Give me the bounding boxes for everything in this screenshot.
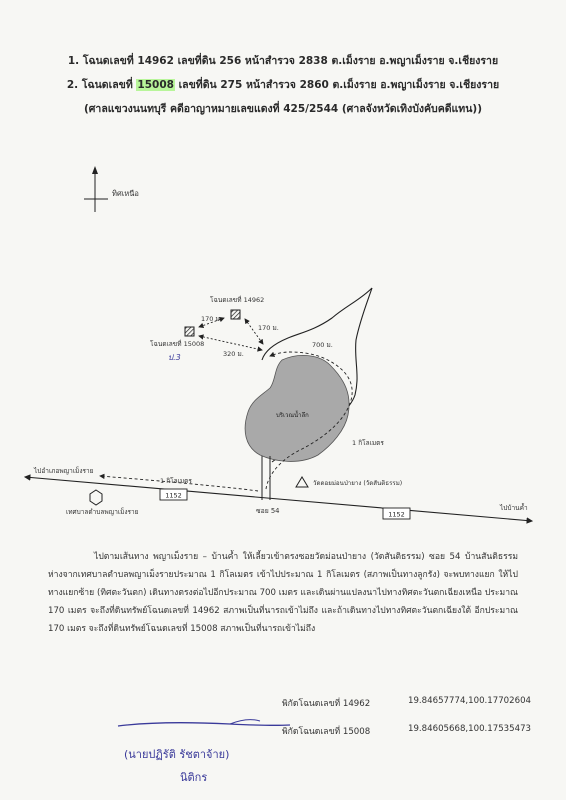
route-description: ไปตามเส้นทาง พญาเม็งราย – บ้านค้ำ ให้เลี้ยวเข้าตรงซอยวัดม่อนป่ายาง (วัดสันติธรรม) ซอย 54 บ้านสันติธรรม ห่างจากเทศบาลตำบลพญาเม็งรายประมาณ 1 กิโลเมตร เข้าไปประมาณ 1 กิโลเมตร (สภาพเป็นทางลูกรัง) จะพบทางแยก ให้ไปทางแยกซ้าย (ทิศตะวันตก) เดินทางตรงต่อไปอีกประมาณ 700 เมตร และเดินผ่านแปลงนาไปทางทิศตะวันตกเฉียงเหนือ ประมาณ 170 เมตร จะถึงที่ดินทรัพย์โฉนดเลขที่ 14962 สภาพเป็นที่นารถเข้าไม่ถึง และถ้าเดินทางไปทางทิศตะวันตกเฉียงใต้ อีกประมาณ 170 เมตร จะถึงที่ดินทรัพย์โฉนดเลขที่ 15008 สภาพเป็นที่นารถเข้าไม่ถึง: [48, 552, 518, 634]
road-right-label: ไปบ้านค้ำ: [500, 504, 528, 512]
temple-label: วัดดอยม่อนป่ายาง (วัดสันติธรรม): [313, 480, 403, 487]
parcel-15008-marker: [185, 327, 194, 336]
coord-value-14962: 19.84657774,100.17702604: [408, 696, 532, 706]
signer-role: นิติกร: [180, 771, 208, 784]
dist-arrow-320: [199, 336, 262, 350]
municipality-office-icon: [90, 490, 102, 505]
soi-label: ซอย 54: [256, 507, 280, 515]
coord-label-15008: พิกัดโฉนดเลขที่ 15008: [282, 727, 371, 737]
deed-2-suffix: เลขที่ดิน 275 หน้าสำรวจ 2860 ต.เม็งราย อ.พญาเม็งราย จ.เชียงราย: [174, 79, 500, 91]
north-label: ทิศเหนือ: [112, 189, 139, 198]
dist-1km-left-label: 1 กิโลเมตร: [160, 477, 192, 485]
municipality-office-label: เทศบาลตำบลพญาเม็งราย: [66, 508, 139, 516]
north-arrow-icon: [84, 166, 108, 212]
dist-1km-right-label: 1 กิโลเมตร: [352, 439, 384, 447]
deed-2-number-highlight: 15008: [137, 79, 174, 91]
temple-icon: [296, 477, 308, 487]
deed-1-text: 1. โฉนดเลขที่ 14962 เลขที่ดิน 256 หน้าสำรวจ 2838 ต.เม็งราย อ.พญาเม็งราย จ.เชียงราย: [67, 55, 499, 67]
parcel-14962-marker: [231, 310, 240, 319]
dist-170-b-label: 170 ม.: [258, 324, 279, 332]
parcel-15008-mark: ป.3: [168, 353, 181, 362]
road-number-1: 1152: [165, 491, 182, 500]
deep-water-area: [245, 355, 349, 461]
deed-2-prefix: 2. โฉนดเลขที่: [66, 79, 137, 91]
parcel-14962-label: โฉนดเลขที่ 14962: [210, 296, 265, 304]
dist-320-label: 320 ม.: [223, 350, 244, 358]
parcel-15008-label: โฉนดเลขที่ 15008: [150, 340, 205, 348]
road-number-2: 1152: [388, 510, 405, 519]
signer-name: (นายปฏิรัติ รัชตาจ้าย): [124, 748, 230, 761]
road-left-label: ไปอำเภอพญาเม็งราย: [34, 467, 94, 475]
deep-water-label: บริเวณน้ำลึก: [276, 412, 309, 419]
coord-value-15008: 19.84605668,100.17535473: [408, 724, 532, 734]
dist-700-label: 700 ม.: [312, 341, 333, 349]
coord-label-14962: พิกัดโฉนดเลขที่ 14962: [282, 699, 371, 709]
dist-170-a-label: 170 ม.: [201, 315, 222, 323]
court-text: (ศาลแขวงนนทบุรี คดีอาญาหมายเลขแดงที่ 425/2544 (ศาลจังหวัดเทิงบังคับคดีแทน)): [83, 103, 483, 115]
